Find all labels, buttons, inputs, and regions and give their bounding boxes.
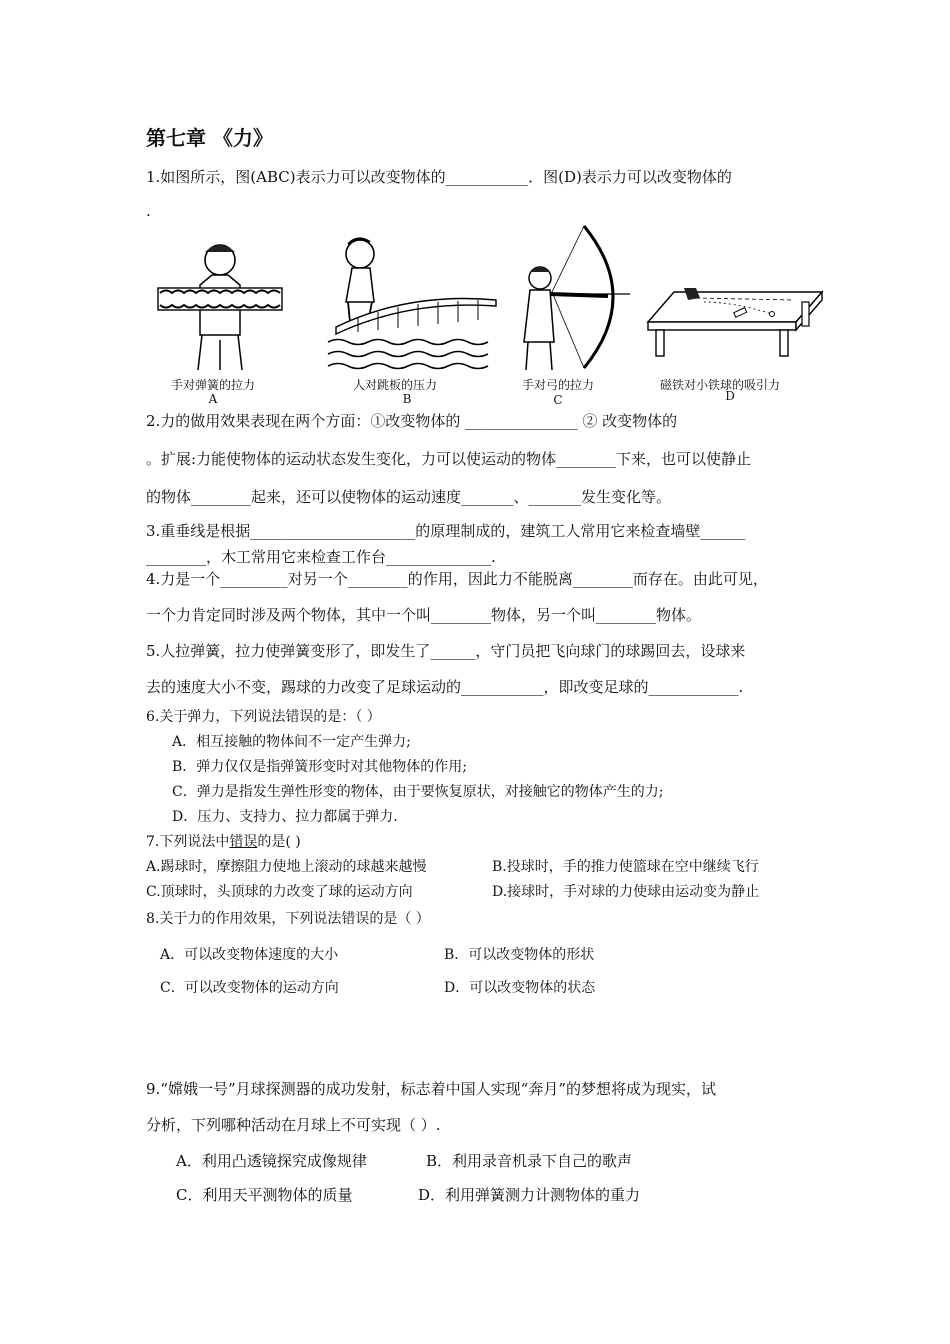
question-9-line-2: 分析，下列哪种活动在月球上不可实现（ ）. (146, 1116, 441, 1134)
question-7-stem (146, 831, 301, 851)
question-3-line-1: 3.重垂线是根据______________________的原理制成的，建筑工人常用它来检查墙壁______ (146, 522, 746, 540)
question-8-option-a: A．可以改变物体速度的大小 (160, 947, 339, 963)
figure-c-archer-drawing (512, 222, 632, 372)
question-7-stem-underlined: 错误 (229, 834, 258, 850)
question-5-line-1: 5.人拉弹簧，拉力使弹簧变形了，即发生了______，守门员把飞向球门的球踢回去，设球来 (146, 642, 746, 660)
figure-b-diving-board-drawing (328, 232, 498, 372)
question-6-stem: 6.关于弹力，下列说法错误的是：（ ） (146, 709, 381, 725)
question-6-option-a: A．相互接触的物体间不一定产生弹力; (172, 734, 411, 750)
question-7-option-b: B.投球时，手的推力使篮球在空中继续飞行 (492, 859, 759, 875)
question-2-line-2: 。扩展:力能使物体的运动状态发生变化，力可以使运动的物体________下来，也可以使静止 (146, 450, 752, 468)
question-7-option-d: D.接球时，手对球的力使球由运动变为静止 (492, 884, 760, 900)
question-2-line-3: 的物体________起来，还可以使物体的运动速度_______、_______发生变化等。 (146, 488, 672, 506)
question-9-option-a: A．利用凸透镜探究成像规律 (176, 1152, 367, 1170)
question-7-option-a: A.踢球时，摩擦阻力使地上滚动的球越来越慢 (146, 859, 427, 875)
question-9-option-d: D．利用弹簧测力计测物体的重力 (418, 1186, 641, 1204)
question-7-stem-suffix: 的是( ) (257, 834, 301, 850)
question-7-stem-prefix: 7.下列说法中 (146, 834, 230, 850)
figure-b-letter: B (402, 392, 412, 406)
question-6-option-d: D．压力、支持力、拉力都属于弹力. (172, 809, 398, 825)
question-2-line-1: 2.力的做用效果表现在两个方面：①改变物体的 _______________ ② 改变物体的 (146, 412, 678, 430)
question-9-line-1: 9.“嫦娥一号”月球探测器的成功发射，标志着中国人实现“奔月”的梦想将成为现实，试 (146, 1080, 716, 1098)
figure-a-caption: 手对弹簧的拉力 (170, 378, 255, 392)
question-5-line-2: 去的速度大小不变，踢球的力改变了足球运动的___________，即改变足球的____________. (146, 678, 744, 696)
question-3-line-2: ________，木工常用它来检查工作台______________. (146, 548, 496, 566)
question-6-option-c: C．弹力是指发生弹性形变的物体，由于要恢复原状，对接触它的物体产生的力; (172, 784, 664, 800)
question-8-option-b: B．可以改变物体的形状 (444, 947, 595, 963)
question-9-option-b: B．利用录音机录下自己的歌声 (426, 1152, 633, 1170)
figure-a-spring-drawing (150, 240, 290, 375)
figure-b-caption: 人对跳板的压力 (352, 378, 437, 392)
question-7-option-c: C.顶球时，头顶球的力改变了球的运动方向 (146, 884, 413, 900)
question-8-option-d: D．可以改变物体的状态 (444, 980, 596, 996)
question-8-stem: 8.关于力的作用效果，下列说法错误的是（ ） (146, 911, 430, 927)
question-1-line-1: 1.如图所示，图(ABC)表示力可以改变物体的___________．图(D)表示力可以改变物体的 (146, 168, 732, 186)
figure-c-caption: 手对弓的拉力 (521, 378, 594, 392)
question-4-line-1: 4.力是一个_________对另一个________的作用，因此力不能脱离________而存在。由此可见， (146, 570, 768, 588)
figure-d-caption: 磁铁对小铁球的吸引力 (659, 378, 780, 392)
question-1-line-2: . (146, 202, 151, 220)
question-4-line-2: 一个力肯定同时涉及两个物体，其中一个叫________物体，另一个叫________物体。 (146, 606, 702, 624)
chapter-title: 第七章 《力》 (146, 126, 273, 150)
figure-c-letter: C (553, 393, 563, 407)
question-9-option-c: C．利用天平测物体的质量 (176, 1186, 353, 1204)
figure-d-letter: D (725, 389, 735, 403)
question-8-option-c: C．可以改变物体的运动方向 (160, 980, 339, 996)
figure-d-magnet-table-drawing (644, 284, 824, 359)
figure-a-letter: A (208, 392, 218, 406)
question-6-option-b: B．弹力仅仅是指弹簧形变时对其他物体的作用; (172, 759, 468, 775)
